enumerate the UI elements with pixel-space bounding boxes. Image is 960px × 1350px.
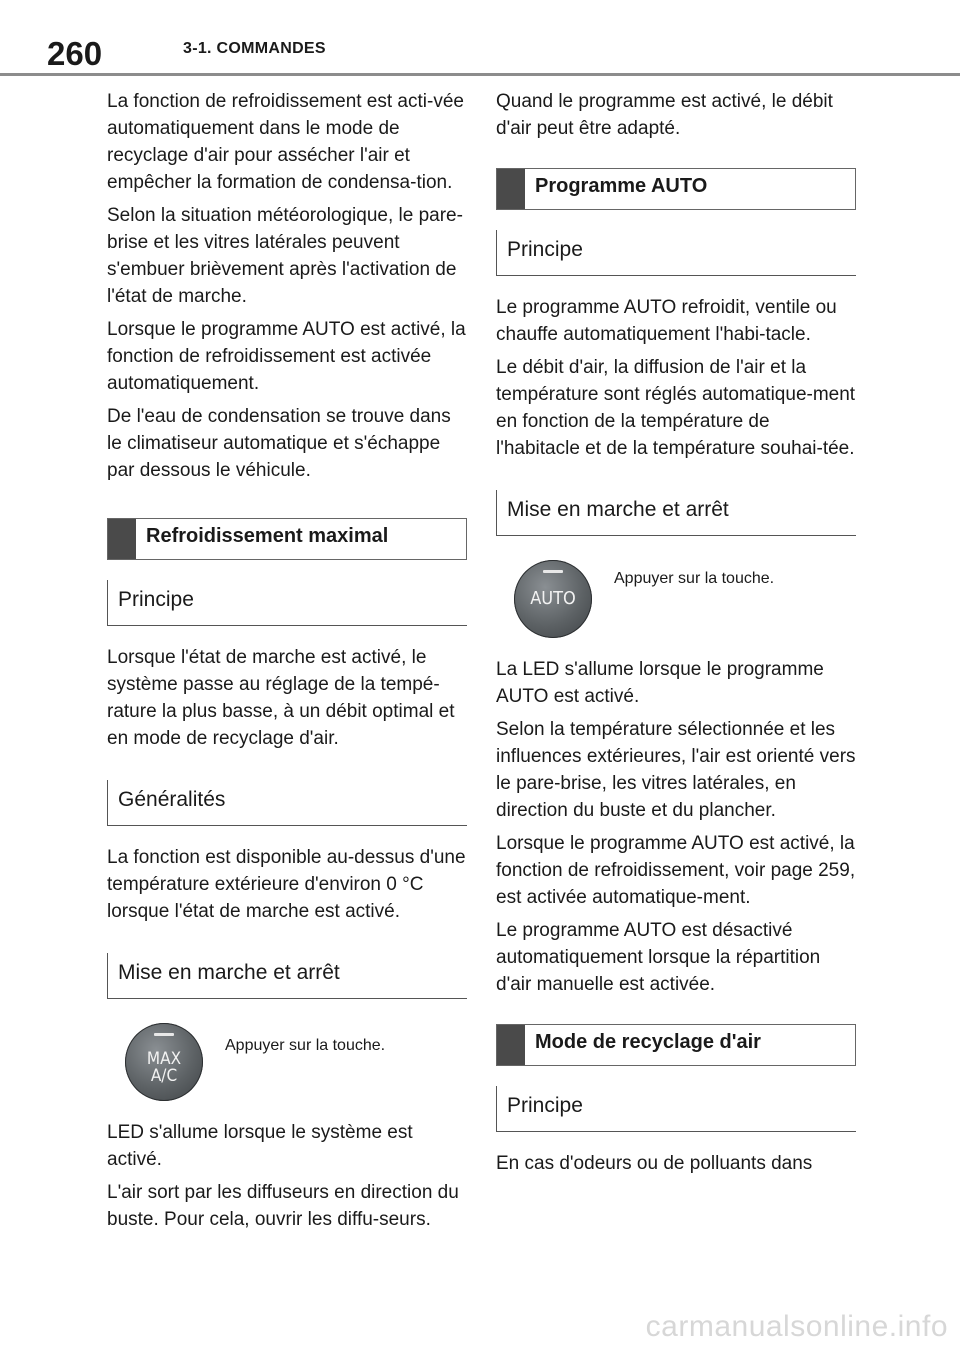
section-title: Programme AUTO <box>535 175 708 197</box>
paragraph: Lorsque l'état de marche est activé, le système passe au réglage de la tempé-rature la plus basse, à un débit optimal et en mode de recyclage d'air. <box>107 647 455 749</box>
chapter-title: 3-1. COMMANDES <box>183 40 326 57</box>
subheading-text: Principe <box>118 588 194 611</box>
paragraph: Quand le programme est activé, le débit d'air peut être adapté. <box>496 91 833 139</box>
button-caption: Appuyer sur la touche. <box>614 570 775 587</box>
paragraph: En cas d'odeurs ou de polluants dans <box>496 1153 813 1174</box>
section-bar <box>108 519 136 559</box>
subheading-text: Généralités <box>118 788 226 811</box>
auto-button-row <box>496 554 856 644</box>
right-column <box>496 88 856 1183</box>
section-heading-refroidissement-maximal <box>107 518 467 560</box>
subheading-principe <box>107 580 467 626</box>
paragraph: Le programme AUTO est désactivé automatiquement lorsque la répartition d'air manuelle est activée. <box>496 920 821 995</box>
subheading-principe <box>496 1086 856 1132</box>
auto-button-icon <box>514 560 592 638</box>
section-title: Mode de recyclage d'air <box>535 1031 761 1053</box>
subheading-text: Mise en marche et arrêt <box>507 498 729 521</box>
paragraph: Selon la situation météorologique, le pare-brise et les vitres latérales peuvent s'embuer brièvement après l'activation de l'état de marche. <box>107 205 463 307</box>
watermark-text: carmanualsonline.info <box>645 1310 948 1343</box>
button-caption: Appuyer sur la touche. <box>225 1037 386 1054</box>
led-indicator <box>154 1033 174 1036</box>
subheading-text: Mise en marche et arrêt <box>118 961 340 984</box>
subheading-mise-en-marche <box>107 953 467 999</box>
paragraph: LED s'allume lorsque le système est activé. <box>107 1122 413 1170</box>
button-label-line1: MAX <box>146 1049 182 1069</box>
paragraph: La fonction est disponible au-dessus d'une température extérieure d'environ 0 °C lorsque l'état de marche est activé. <box>107 847 466 922</box>
page-header <box>0 0 960 80</box>
paragraph: Le programme AUTO refroidit, ventile ou chauffe automatiquement l'habi-tacle. <box>496 297 837 345</box>
paragraph: La LED s'allume lorsque le programme AUTO est activé. <box>496 659 824 707</box>
subheading-text: Principe <box>507 1094 583 1117</box>
subheading-text: Principe <box>507 238 583 261</box>
header-divider <box>0 73 960 76</box>
section-heading-programme-auto <box>496 168 856 210</box>
button-label-line2: A/C <box>150 1066 178 1086</box>
paragraph: La fonction de refroidissement est acti-vée automatiquement dans le mode de recyclage d'air pour assécher l'air et empêcher la formation de condensa-tion. <box>107 91 464 193</box>
led-indicator <box>543 570 563 573</box>
subheading-mise-en-marche <box>496 490 856 536</box>
section-bar <box>497 169 525 209</box>
section-title: Refroidissement maximal <box>146 525 389 547</box>
subheading-principe <box>496 230 856 276</box>
subheading-generalites <box>107 780 467 826</box>
section-bar <box>497 1025 525 1065</box>
max-ac-button-icon <box>125 1023 203 1101</box>
paragraph: De l'eau de condensation se trouve dans le climatiseur automatique et s'échappe par dessous le véhicule. <box>107 406 451 481</box>
paragraph: Le débit d'air, la diffusion de l'air et la température sont réglés automatique-ment en fonction de la température de l'habitacle et de la température souhai-tée. <box>496 357 856 459</box>
max-ac-button-row <box>107 1017 467 1107</box>
section-heading-mode-recyclage <box>496 1024 856 1066</box>
paragraph: Lorsque le programme AUTO est activé, la fonction de refroidissement, voir page 259, est activée automatique-ment. <box>496 833 856 908</box>
left-column <box>107 88 467 1239</box>
button-label: AUTO <box>530 588 576 609</box>
paragraph: Lorsque le programme AUTO est activé, la fonction de refroidissement est activée automatiquement. <box>107 319 466 394</box>
paragraph: L'air sort par les diffuseurs en direction du buste. Pour cela, ouvrir les diffu-seurs. <box>107 1182 459 1230</box>
page-number: 260 <box>47 35 103 72</box>
paragraph: Selon la température sélectionnée et les influences extérieures, l'air est orienté vers le pare-brise, les vitres latérales, en direction du buste et du plancher. <box>496 719 856 821</box>
